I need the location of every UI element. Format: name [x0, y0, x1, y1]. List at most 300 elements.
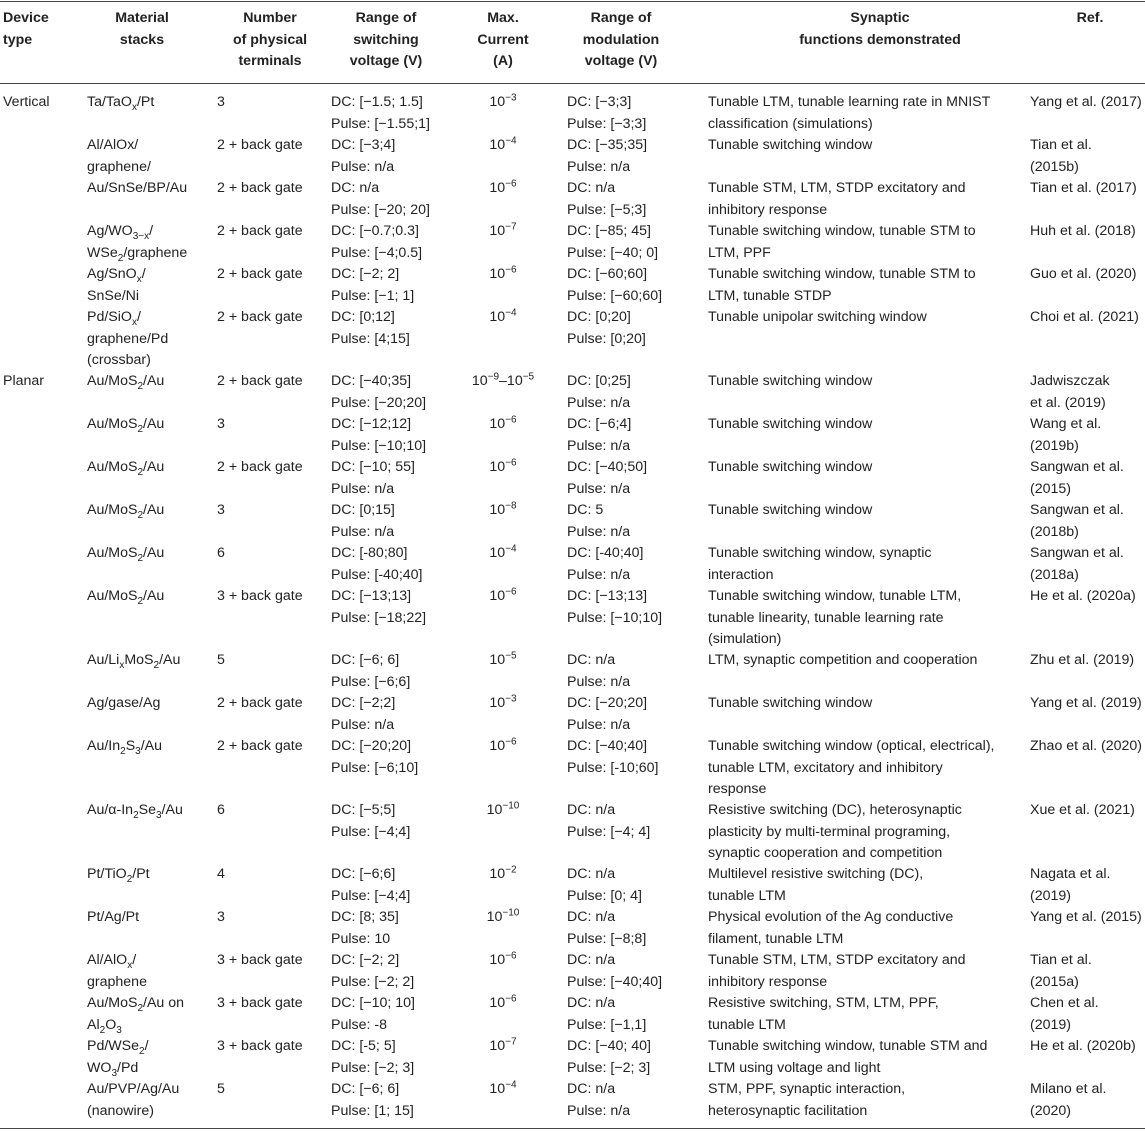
cell-line: Pulse: n/a: [331, 158, 395, 175]
cell-line: DC: [−20;20]: [567, 695, 648, 711]
switching-voltage-cell: [331, 178, 430, 221]
cell-line: Au/MoS$_2$/Au: [87, 545, 165, 564]
switching-voltage-cell: [331, 543, 423, 586]
cell-line: Au/MoS$_2$/Au: [87, 502, 165, 521]
cell-line: graphene/: [87, 158, 151, 175]
cell-line: Tunable switching window, tunable STM and: [708, 1038, 988, 1054]
synaptic-functions-cell: [708, 221, 976, 264]
switching-voltage-cell: [331, 907, 399, 950]
cell-line: $Ag/WO_{3-x}/$: [87, 223, 154, 242]
cell-line: DC: [8; 35]: [331, 909, 399, 925]
cell-line: et al. (2019): [1030, 394, 1106, 411]
terminals-cell: 2 + back gate: [217, 695, 303, 711]
cell-line: Tunable switching window, tunable STM to: [708, 266, 976, 282]
cell-line: Milano et al.: [1030, 1081, 1107, 1097]
cell-line: Pulse: [−4;0.5]: [331, 244, 423, 261]
cell-line: LTM, PPF: [708, 244, 771, 261]
modulation-voltage-cell: [567, 800, 650, 843]
modulation-voltage-cell: [567, 907, 646, 950]
header-device-type: [3, 8, 63, 51]
cell-line: Pulse: n/a: [567, 394, 631, 411]
cell-line: Zhu et al. (2019): [1030, 652, 1135, 668]
cell-line: Au/MoS$_2$/Au: [87, 416, 165, 435]
cell-line: Pulse: [1; 15]: [331, 1102, 414, 1119]
cell-line: Huh et al. (2018): [1030, 223, 1136, 239]
header-line: Number: [243, 10, 297, 26]
cell-line: DC: [−13;13]: [567, 588, 648, 604]
cell-line: Pulse: [−4;4]: [331, 887, 411, 904]
terminals-cell: 3: [217, 94, 225, 110]
cell-line: Tunable switching window (optical, electrical),: [708, 738, 995, 754]
cell-line: DC: [-5; 5]: [331, 1038, 396, 1054]
cell-line: synaptic cooperation and competition: [708, 845, 943, 861]
cell-line: DC: [0;12]: [331, 309, 395, 325]
synaptic-functions-cell: [708, 800, 962, 865]
cell-line: Tunable switching window: [708, 695, 873, 711]
switching-voltage-cell: [331, 457, 415, 500]
cell-line: Pulse: [−18;22]: [331, 609, 427, 626]
cell-line: DC: [-80;80]: [331, 545, 408, 561]
cell-line: Tunable switching window: [708, 373, 873, 389]
header-line: (A): [493, 53, 513, 69]
cell-line: Au/MoS$_2$/Au: [87, 373, 165, 392]
cell-line: Sangwan et al.: [1030, 459, 1124, 475]
material-stack-cell: [87, 950, 147, 993]
reference-cell: [1030, 650, 1134, 672]
material-stack-cell: [87, 307, 168, 372]
switching-voltage-cell: [331, 371, 426, 414]
cell-line: Pulse: n/a: [567, 673, 631, 690]
header-line: Current: [477, 31, 529, 48]
cell-line: $Au/Li_xMoS_2/Au$: [87, 652, 181, 671]
cell-line: Pulse: [−2; 3]: [567, 1059, 651, 1076]
cell-line: $Au/\alpha-In_2Se_3/Au$: [87, 802, 183, 821]
cell-line: (2020): [1030, 1102, 1072, 1119]
modulation-voltage-cell: [567, 371, 631, 414]
cell-line: Zhao et al. (2020): [1030, 738, 1142, 754]
header-line: stacks: [119, 31, 165, 48]
synaptic-functions-cell: [708, 586, 961, 651]
header-line: Material: [115, 10, 169, 26]
cell-line: DC: [−0.7;0.3]: [331, 223, 419, 239]
max-current-cell: $10^{-7}$: [489, 221, 517, 239]
max-current-cell: $10^{-6}$: [489, 993, 517, 1011]
cell-line: (nanowire): [87, 1102, 155, 1119]
switching-voltage-cell: [331, 736, 418, 779]
synaptic-functions-cell: [708, 500, 872, 522]
modulation-voltage-cell: [567, 543, 644, 586]
material-stack-cell: [87, 457, 164, 479]
cell-line: (2015): [1030, 480, 1072, 497]
material-stack-cell: [87, 500, 164, 522]
cell-line: tunable LTM: [708, 887, 786, 904]
cell-line: Pulse: [−6;6]: [331, 673, 411, 690]
cell-line: Tunable switching window: [708, 502, 873, 518]
modulation-voltage-cell: [567, 864, 642, 907]
reference-cell: [1030, 736, 1142, 758]
modulation-voltage-cell: [567, 92, 646, 135]
cell-line: Nagata et al.: [1030, 866, 1111, 882]
cell-line: Au/MoS$_2$/Au on: [87, 995, 185, 1014]
reference-cell: [1030, 1036, 1136, 1058]
terminals-cell: 3: [217, 502, 225, 518]
cell-line: Pt/TiO$_2$/Pt: [87, 866, 150, 885]
modulation-voltage-cell: [567, 1036, 651, 1079]
cell-line: Pulse: [−3;3]: [567, 115, 647, 132]
material-stack-cell: [87, 800, 183, 822]
cell-line: Pulse: n/a: [331, 716, 395, 733]
switching-voltage-cell: [331, 135, 395, 178]
header-ref: [1060, 8, 1120, 30]
cell-line: STM, PPF, synaptic interaction,: [708, 1081, 906, 1097]
max-current-cell: $10^{-7}$: [489, 1036, 517, 1054]
cell-line: inhibitory response: [708, 201, 828, 218]
cell-line: (2019): [1030, 887, 1072, 904]
reference-cell: [1030, 500, 1124, 543]
modulation-voltage-cell: [567, 586, 662, 629]
cell-line: DC: n/a: [567, 652, 616, 668]
cell-line: plasticity by multi-terminal programing,: [708, 823, 951, 840]
max-current-cell: $10^{-4}$: [489, 135, 517, 153]
header-line: Range of: [355, 10, 417, 26]
reference-cell: [1030, 135, 1092, 178]
cell-line: Guo et al. (2020): [1030, 266, 1137, 282]
cell-line: DC: [−3;4]: [331, 137, 396, 153]
cell-line: DC: [−12;12]: [331, 416, 412, 432]
terminals-cell: 6: [217, 802, 225, 818]
cell-line: DC: [−40;35]: [331, 373, 412, 389]
cell-line: Pulse: n/a: [331, 523, 395, 540]
cell-line: filament, tunable LTM: [708, 930, 844, 947]
modulation-voltage-cell: [567, 221, 658, 264]
switching-voltage-cell: [331, 586, 426, 629]
max-current-cell: $10^{-6}$: [489, 178, 517, 196]
cell-line: Pulse: [−40;40]: [567, 973, 663, 990]
cell-line: Tian et al. (2017): [1030, 180, 1137, 196]
header-line: terminals: [238, 53, 302, 69]
max-current-cell: $10^{-6}$: [489, 736, 517, 754]
cell-line: DC: [−6;4]: [567, 416, 632, 432]
cell-line: Pulse: [4;15]: [331, 330, 410, 347]
cell-line: DC: [−40;50]: [567, 459, 648, 475]
cell-line: Tunable switching window: [708, 137, 873, 153]
max-current-cell: $10^{-8}$: [489, 500, 517, 518]
terminals-cell: 2 + back gate: [217, 180, 303, 196]
cell-line: DC: [0;25]: [567, 373, 631, 389]
cell-line: LTM, synaptic competition and cooperation: [708, 652, 978, 668]
material-stack-cell: [87, 221, 187, 264]
cell-line: Tunable STM, LTM, STDP excitatory and: [708, 952, 966, 968]
synaptic-functions-cell: [708, 178, 966, 221]
material-stack-cell: [87, 135, 151, 178]
cell-line: Tunable LTM, tunable learning rate in MNIST: [708, 94, 991, 110]
synaptic-functions-cell: [708, 264, 976, 307]
cell-line: graphene: [87, 973, 147, 990]
terminals-cell: 6: [217, 545, 225, 561]
synaptic-functions-cell: [708, 993, 939, 1036]
max-current-cell: $10^{-6}$: [489, 457, 517, 475]
cell-line: Pulse: [−1,1]: [567, 1016, 647, 1033]
switching-voltage-cell: [331, 864, 410, 907]
cell-line: (2019): [1030, 1016, 1072, 1033]
max-current-cell: $10^{-4}$: [489, 543, 517, 561]
cell-line: Pulse: [−6;10]: [331, 759, 419, 776]
modulation-voltage-cell: [567, 693, 647, 736]
max-current-cell: $10^{-3}$: [489, 693, 517, 711]
cell-line: Pulse: [0; 4]: [567, 887, 642, 904]
material-stack-cell: [87, 371, 164, 393]
cell-line: Yang et al. (2019): [1030, 695, 1142, 711]
synaptic-functions-cell: [708, 736, 995, 801]
material-stack-cell: [87, 693, 160, 715]
terminals-cell: 2 + back gate: [217, 738, 303, 754]
max-current-cell: $10^{-6}$: [489, 414, 517, 432]
cell-line: DC: [0;15]: [331, 502, 395, 518]
header-line: modulation: [582, 31, 660, 48]
cell-line: (2015b): [1030, 158, 1079, 175]
switching-voltage-cell: [331, 993, 415, 1036]
synaptic-functions-cell: [708, 650, 977, 672]
material-stack-cell: [87, 736, 162, 758]
modulation-voltage-cell: [567, 950, 662, 993]
synaptic-functions-cell: [708, 371, 872, 393]
cell-line: Pulse: [0;20]: [567, 330, 646, 347]
cell-line: Pulse: -8: [331, 1016, 387, 1033]
cell-line: Tunable switching window, tunable STM to: [708, 223, 976, 239]
cell-line: graphene/Pd: [87, 330, 169, 347]
cell-line: DC: [−60;60]: [567, 266, 648, 282]
cell-line: Resistive switching, STM, LTM, PPF,: [708, 995, 939, 1011]
switching-voltage-cell: [331, 414, 426, 457]
header-rule: [0, 83, 1145, 84]
cell-line: Wang et al.: [1030, 416, 1102, 432]
cell-line: Ag/gase/Ag: [87, 695, 161, 711]
synaptic-functions-cell: [708, 135, 872, 157]
terminals-cell: 2 + back gate: [217, 309, 303, 325]
cell-line: Al/AlO$_x$/: [87, 952, 137, 971]
cell-line: DC: [−2; 2]: [331, 266, 400, 282]
material-stack-cell: [87, 864, 150, 886]
material-stack-cell: [87, 1079, 179, 1122]
terminals-cell: 4: [217, 866, 225, 882]
cell-line: (2018a): [1030, 566, 1079, 583]
cell-line: Pulse: [−60;60]: [567, 287, 663, 304]
cell-line: Pd/SiO$_x$/: [87, 309, 141, 328]
reference-cell: [1030, 457, 1124, 500]
cell-line: DC: [−10; 55]: [331, 459, 415, 475]
cell-line: DC: n/a: [567, 995, 616, 1011]
reference-cell: [1030, 264, 1136, 286]
switching-voltage-cell: [331, 693, 395, 736]
material-stack-cell: [87, 993, 184, 1036]
reference-cell: [1030, 950, 1092, 993]
cell-line: DC: n/a: [567, 802, 616, 818]
header-material: [87, 8, 197, 51]
cell-line: heterosynaptic facilitation: [708, 1102, 868, 1119]
modulation-voltage-cell: [567, 736, 659, 779]
switching-voltage-cell: [331, 800, 410, 843]
cell-line: DC: n/a: [567, 909, 616, 925]
header-line: voltage (V): [584, 53, 658, 69]
cell-line: Au/MoS$_2$/Au: [87, 588, 165, 607]
modulation-voltage-cell: [567, 993, 646, 1036]
cell-line: Sangwan et al.: [1030, 545, 1124, 561]
header-line: type: [3, 31, 33, 48]
cell-line: Pulse: [−10;10]: [331, 437, 427, 454]
cell-line: (crossbar): [87, 352, 151, 368]
terminals-cell: 3 + back gate: [217, 995, 303, 1011]
cell-line: Pulse: [−2; 3]: [331, 1059, 415, 1076]
max-current-cell: $10^{-10}$: [486, 907, 520, 925]
cell-line: $WO_3/Pd$: [87, 1059, 139, 1079]
cell-line: DC: n/a: [331, 180, 380, 196]
material-stack-cell: [87, 414, 164, 436]
header-line: Synaptic: [850, 10, 910, 26]
cell-line: Pulse: n/a: [567, 1102, 631, 1119]
cell-line: DC: [−6;6]: [331, 866, 396, 882]
cell-line: Pulse: [−1; 1]: [331, 287, 415, 304]
material-stack-cell: [87, 1036, 149, 1079]
cell-line: Yang et al. (2017): [1030, 94, 1142, 110]
cell-line: inhibitory response: [708, 973, 828, 990]
material-stack-cell: [87, 586, 164, 608]
cell-line: Ag/SnO$_x$/: [87, 266, 146, 285]
cell-line: Pulse: n/a: [567, 716, 631, 733]
switching-voltage-cell: [331, 264, 414, 307]
synaptic-functions-cell: [708, 307, 927, 329]
max-current-cell: $10^{-3}$: [489, 92, 517, 110]
synaptic-functions-cell: [708, 864, 923, 907]
cell-line: Yang et al. (2015): [1030, 909, 1142, 925]
material-stack-cell: [87, 543, 164, 565]
cell-line: DC: [−13;13]: [331, 588, 412, 604]
cell-line: DC: n/a: [567, 1081, 616, 1097]
cell-line: DC: [−20;20]: [331, 738, 412, 754]
reference-cell: [1030, 993, 1099, 1036]
cell-line: Chen et al.: [1030, 995, 1099, 1011]
cell-line: Pulse: [−2; 2]: [331, 973, 415, 990]
header-switching: [333, 8, 439, 73]
cell-line: DC: [−2; 2]: [331, 952, 400, 968]
cell-line: Au/MoS$_2$/Au: [87, 459, 165, 478]
material-stack-cell: [87, 650, 180, 672]
cell-line: LTM, tunable STDP: [708, 287, 832, 304]
terminals-cell: 5: [217, 652, 225, 668]
cell-line: interaction: [708, 566, 774, 583]
cell-line: Sangwan et al.: [1030, 502, 1124, 518]
header-line: of physical: [232, 31, 308, 48]
reference-cell: [1030, 92, 1142, 114]
cell-line: DC: [−35;35]: [567, 137, 648, 153]
terminals-cell: 2 + back gate: [217, 223, 303, 239]
switching-voltage-cell: [331, 221, 422, 264]
switching-voltage-cell: [331, 1036, 414, 1079]
cell-line: DC: 5: [567, 502, 604, 518]
modulation-voltage-cell: [567, 500, 630, 543]
synaptic-functions-cell: [708, 907, 953, 950]
cell-line: Pulse: n/a: [567, 566, 631, 583]
cell-line: Resistive switching (DC), heterosynaptic: [708, 802, 962, 818]
synaptic-functions-cell: [708, 1036, 987, 1079]
header-current: [466, 8, 540, 73]
cell-line: Xue et al. (2021): [1030, 802, 1135, 818]
cell-line: Pulse: n/a: [567, 158, 631, 175]
cell-line: (2018b): [1030, 523, 1079, 540]
modulation-voltage-cell: [567, 178, 646, 221]
material-stack-cell: [87, 92, 154, 114]
terminals-cell: 2 + back gate: [217, 266, 303, 282]
reference-cell: [1030, 178, 1137, 200]
cell-line: Tunable switching window, synaptic: [708, 545, 932, 561]
cell-line: Pulse: [−20; 20]: [331, 201, 430, 218]
switching-voltage-cell: [331, 92, 430, 135]
cell-line: DC: [−10; 10]: [331, 995, 415, 1011]
modulation-voltage-cell: [567, 650, 630, 693]
switching-voltage-cell: [331, 307, 410, 350]
cell-line: WSe$_2$/graphene: [87, 244, 188, 264]
cell-line: Jadwiszczak: [1030, 373, 1110, 389]
modulation-voltage-cell: [567, 1079, 630, 1122]
max-current-cell: $10^{-10}$: [486, 800, 520, 818]
cell-line: DC: [−2;2]: [331, 695, 396, 711]
synaptic-functions-cell: [708, 457, 872, 479]
cell-line: LTM using voltage and light: [708, 1059, 881, 1076]
max-current-cell: $10^{-4}$: [489, 1079, 517, 1097]
synaptic-functions-cell: [708, 543, 931, 586]
cell-line: Pulse: [−20;20]: [331, 394, 427, 411]
header-line: switching: [353, 31, 419, 48]
cell-line: Pulse: [−40; 0]: [567, 244, 659, 261]
reference-cell: [1030, 414, 1101, 457]
cell-line: Ta/TaO$_x$/Pt: [87, 94, 155, 113]
cell-line: DC: [−3;3]: [567, 94, 632, 110]
material-stack-cell: [87, 264, 146, 307]
cell-line: Tunable STM, LTM, STDP excitatory and: [708, 180, 966, 196]
synaptic-functions-cell: [708, 693, 872, 715]
cell-line: Physical evolution of the Ag conductive: [708, 909, 954, 925]
synaptic-functions-cell: [708, 414, 872, 436]
synaptic-functions-cell: [708, 1079, 905, 1122]
reference-cell: [1030, 864, 1110, 907]
reference-cell: [1030, 800, 1135, 822]
cell-line: Pulse: n/a: [331, 480, 395, 497]
cell-line: Pulse: [−10;10]: [567, 609, 663, 626]
cell-line: classification (simulations): [708, 115, 873, 132]
header-modulation: [565, 8, 677, 73]
header-line: Max.: [487, 10, 519, 26]
terminals-cell: 2 + back gate: [217, 459, 303, 475]
reference-cell: [1030, 307, 1139, 329]
cell-line: tunable LTM, excitatory and inhibitory: [708, 759, 943, 776]
cell-line: DC: [−40;40]: [567, 738, 648, 754]
max-current-cell: $10^{-2}$: [489, 864, 517, 882]
terminals-cell: 5: [217, 1081, 225, 1097]
terminals-cell: 3: [217, 416, 225, 432]
bottom-rule: [0, 1128, 1145, 1129]
cell-line: Au/SnSe/BP/Au: [87, 180, 188, 196]
cell-line: $Al_2O_3$: [87, 1016, 122, 1036]
cell-line: Tunable switching window: [708, 459, 873, 475]
synaptic-functions-cell: [708, 950, 966, 993]
reference-cell: [1030, 907, 1142, 929]
cell-line: Pt/Ag/Pt: [87, 909, 140, 925]
terminals-cell: 2 + back gate: [217, 137, 303, 153]
cell-line: Pulse: [−8;8]: [567, 930, 647, 947]
modulation-voltage-cell: [567, 307, 646, 350]
cell-line: Pd/WSe$_2$/: [87, 1038, 149, 1057]
max-current-cell: $10^{-6}$: [489, 586, 517, 604]
header-line: Range of: [590, 10, 652, 26]
